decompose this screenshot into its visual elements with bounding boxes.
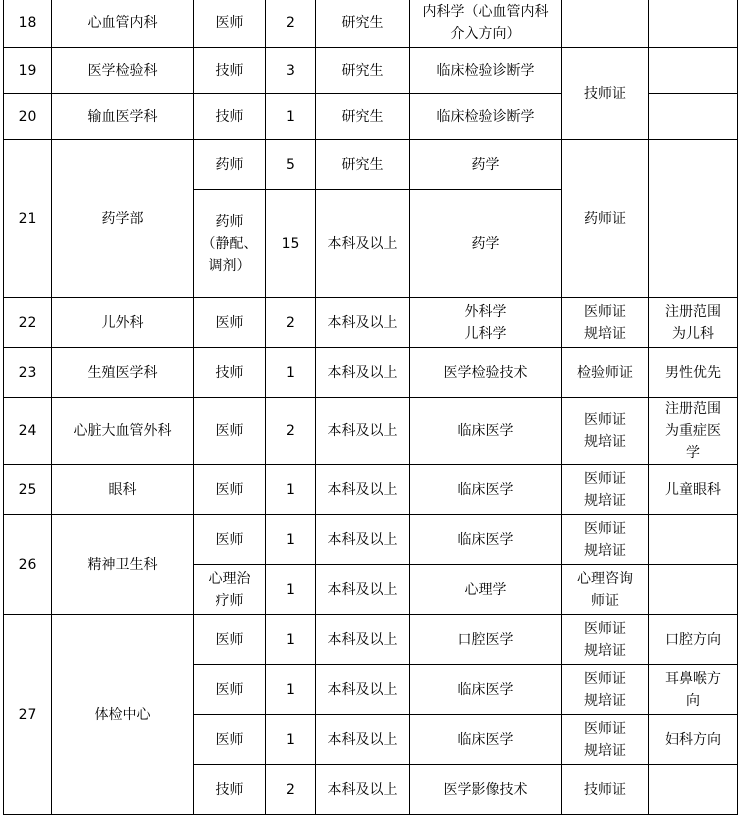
table-row bbox=[4, 48, 738, 94]
major: 外科学 儿科学 bbox=[410, 298, 562, 348]
note: 注册范围 为儿科 bbox=[649, 298, 738, 348]
education: 本科及以上 bbox=[316, 565, 410, 615]
education: 本科及以上 bbox=[316, 765, 410, 815]
certificate: 医师证 规培证 bbox=[562, 715, 649, 765]
headcount: 1 bbox=[266, 715, 316, 765]
major: 药学 bbox=[410, 190, 562, 298]
position: 心理治 疗师 bbox=[194, 565, 266, 615]
education: 本科及以上 bbox=[316, 615, 410, 665]
major: 临床检验诊断学 bbox=[410, 48, 562, 94]
education: 本科及以上 bbox=[316, 715, 410, 765]
headcount: 1 bbox=[266, 465, 316, 515]
position: 药师 bbox=[194, 140, 266, 190]
certificate: 药师证 bbox=[562, 140, 649, 298]
table-row bbox=[4, 348, 738, 398]
note bbox=[649, 565, 738, 615]
headcount: 2 bbox=[266, 298, 316, 348]
department: 体检中心 bbox=[52, 615, 194, 815]
table-row bbox=[4, 140, 738, 190]
certificate: 医师证 规培证 bbox=[562, 298, 649, 348]
department: 药学部 bbox=[52, 140, 194, 298]
headcount: 2 bbox=[266, 398, 316, 465]
major: 临床医学 bbox=[410, 665, 562, 715]
education: 本科及以上 bbox=[316, 398, 410, 465]
row-number: 18 bbox=[4, 0, 52, 48]
position: 药师 （静配、 调剂） bbox=[194, 190, 266, 298]
position: 医师 bbox=[194, 465, 266, 515]
education: 本科及以上 bbox=[316, 298, 410, 348]
position: 医师 bbox=[194, 298, 266, 348]
major: 心理学 bbox=[410, 565, 562, 615]
position: 医师 bbox=[194, 398, 266, 465]
headcount: 5 bbox=[266, 140, 316, 190]
position: 医师 bbox=[194, 515, 266, 565]
certificate: 医师证 规培证 bbox=[562, 665, 649, 715]
department: 医学检验科 bbox=[52, 48, 194, 94]
department: 精神卫生科 bbox=[52, 515, 194, 615]
note bbox=[649, 140, 738, 298]
department: 生殖医学科 bbox=[52, 348, 194, 398]
note: 口腔方向 bbox=[649, 615, 738, 665]
major: 临床检验诊断学 bbox=[410, 94, 562, 140]
major: 医学检验技术 bbox=[410, 348, 562, 398]
department: 儿外科 bbox=[52, 298, 194, 348]
headcount: 2 bbox=[266, 0, 316, 48]
education: 研究生 bbox=[316, 48, 410, 94]
table-row bbox=[4, 615, 738, 665]
position: 医师 bbox=[194, 615, 266, 665]
major: 临床医学 bbox=[410, 465, 562, 515]
position: 医师 bbox=[194, 665, 266, 715]
row-number: 24 bbox=[4, 398, 52, 465]
table-row bbox=[4, 298, 738, 348]
headcount: 1 bbox=[266, 665, 316, 715]
department: 心血管内科 bbox=[52, 0, 194, 48]
position: 技师 bbox=[194, 765, 266, 815]
table-row bbox=[4, 0, 738, 48]
education: 研究生 bbox=[316, 0, 410, 48]
department: 心脏大血管外科 bbox=[52, 398, 194, 465]
note: 妇科方向 bbox=[649, 715, 738, 765]
note bbox=[649, 515, 738, 565]
row-number: 27 bbox=[4, 615, 52, 815]
recruitment-table bbox=[3, 0, 738, 815]
note bbox=[649, 0, 738, 48]
department: 眼科 bbox=[52, 465, 194, 515]
headcount: 1 bbox=[266, 565, 316, 615]
department: 输血医学科 bbox=[52, 94, 194, 140]
major: 临床医学 bbox=[410, 515, 562, 565]
certificate: 医师证 规培证 bbox=[562, 465, 649, 515]
position: 医师 bbox=[194, 0, 266, 48]
education: 本科及以上 bbox=[316, 190, 410, 298]
headcount: 1 bbox=[266, 615, 316, 665]
table-row bbox=[4, 515, 738, 565]
position: 技师 bbox=[194, 94, 266, 140]
major: 药学 bbox=[410, 140, 562, 190]
education: 本科及以上 bbox=[316, 515, 410, 565]
major: 医学影像技术 bbox=[410, 765, 562, 815]
row-number: 19 bbox=[4, 48, 52, 94]
position: 技师 bbox=[194, 348, 266, 398]
certificate: 医师证 规培证 bbox=[562, 515, 649, 565]
education: 研究生 bbox=[316, 94, 410, 140]
major: 口腔医学 bbox=[410, 615, 562, 665]
education: 本科及以上 bbox=[316, 665, 410, 715]
note: 注册范围 为重症医 学 bbox=[649, 398, 738, 465]
row-number: 26 bbox=[4, 515, 52, 615]
note bbox=[649, 48, 738, 94]
education: 本科及以上 bbox=[316, 348, 410, 398]
certificate: 医师证 规培证 bbox=[562, 398, 649, 465]
major: 临床医学 bbox=[410, 398, 562, 465]
row-number: 22 bbox=[4, 298, 52, 348]
certificate: 技师证 bbox=[562, 48, 649, 140]
headcount: 1 bbox=[266, 515, 316, 565]
row-number: 20 bbox=[4, 94, 52, 140]
headcount: 1 bbox=[266, 94, 316, 140]
certificate: 检验师证 bbox=[562, 348, 649, 398]
certificate bbox=[562, 0, 649, 48]
headcount: 15 bbox=[266, 190, 316, 298]
note: 男性优先 bbox=[649, 348, 738, 398]
row-number: 23 bbox=[4, 348, 52, 398]
note bbox=[649, 94, 738, 140]
headcount: 1 bbox=[266, 348, 316, 398]
table-row bbox=[4, 398, 738, 465]
certificate: 心理咨询 师证 bbox=[562, 565, 649, 615]
row-number: 21 bbox=[4, 140, 52, 298]
note bbox=[649, 765, 738, 815]
position: 技师 bbox=[194, 48, 266, 94]
major: 临床医学 bbox=[410, 715, 562, 765]
education: 本科及以上 bbox=[316, 465, 410, 515]
certificate: 医师证 规培证 bbox=[562, 615, 649, 665]
position: 医师 bbox=[194, 715, 266, 765]
education: 研究生 bbox=[316, 140, 410, 190]
certificate: 技师证 bbox=[562, 765, 649, 815]
row-number: 25 bbox=[4, 465, 52, 515]
note: 儿童眼科 bbox=[649, 465, 738, 515]
headcount: 3 bbox=[266, 48, 316, 94]
headcount: 2 bbox=[266, 765, 316, 815]
table-row bbox=[4, 465, 738, 515]
note: 耳鼻喉方 向 bbox=[649, 665, 738, 715]
major: 内科学（心血管内科 介入方向） bbox=[410, 0, 562, 48]
